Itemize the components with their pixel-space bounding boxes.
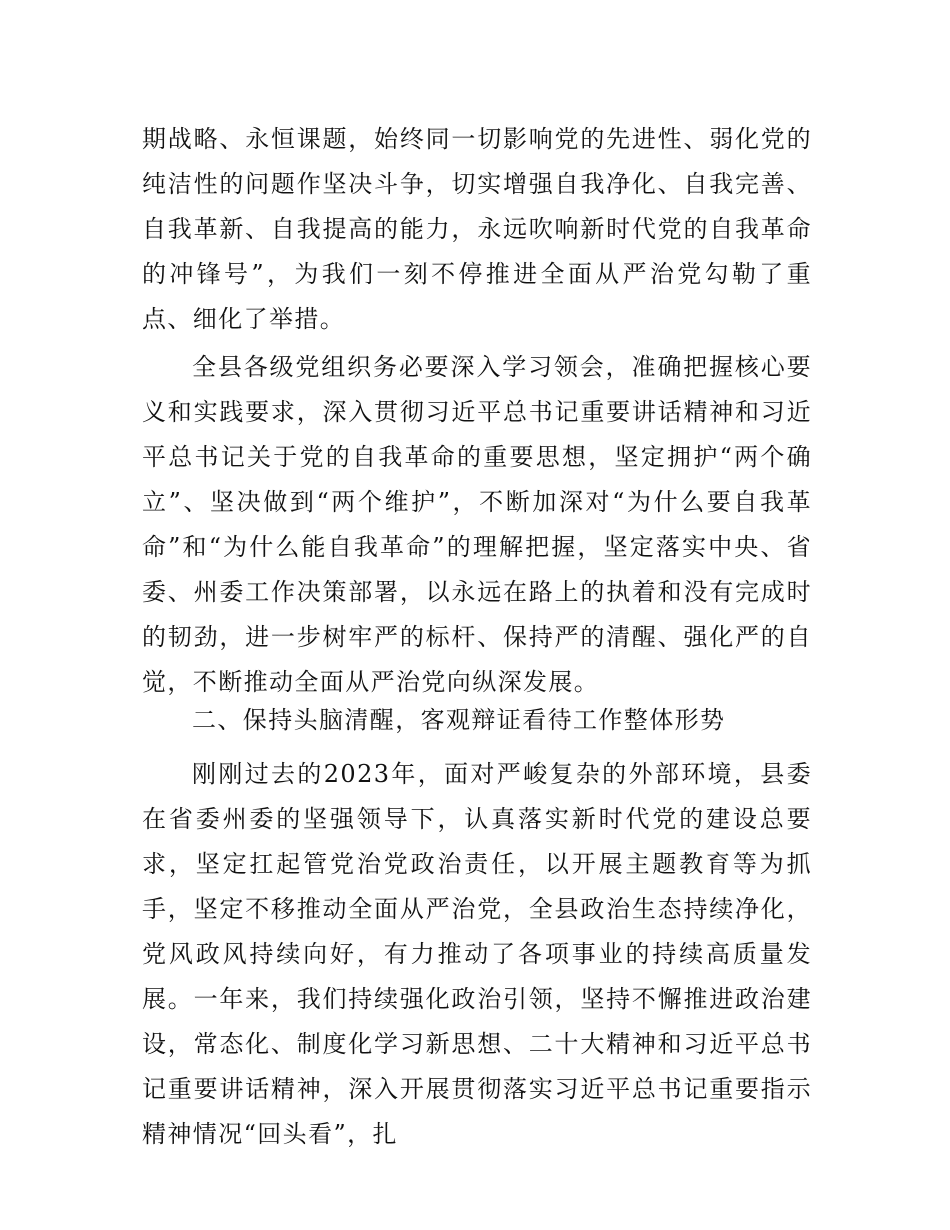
paragraph-organization-requirements	[142, 345, 812, 705]
section-heading-2	[142, 698, 812, 743]
paragraph-3: 刚刚过去的2023年，面对严峻复杂的外部环境，县委在省委州委的坚强领导下，认真落实新时代党的建设总要求，坚定扛起管党治党政治责任，以开展主题教育等为抓手，坚定不移推动全面从严治党，全县政治生态持续净化，党风政风持续向好，有力推动了各项事业的持续高质量发展。一年来，我们持续强化政治引领，坚持不懈推进政治建设，常态化、制度化学习新思想、二十大精神和习近平总书记重要讲话精神，深入开展贯彻落实习近平总书记重要指示精神情况“回头看”，扎	[142, 760, 812, 1148]
section-heading-text: 二、保持头脑清醒，客观辩证看待工作整体形势	[192, 706, 726, 734]
paragraph-continuation	[142, 117, 812, 342]
paragraph-1: 期战略、永恒课题，始终同一切影响党的先进性、弱化党的纯洁性的问题作坚决斗争，切实增强自我净化、自我完善、自我革新、自我提高的能力，永远吹响新时代党的自我革命的冲锋号”，为我们一刻不停推进全面从严治党勾勒了重点、细化了举措。	[142, 125, 812, 333]
paragraph-2: 全县各级党组织务必要深入学习领会，准确把握核心要义和实践要求，深入贯彻习近平总书记重要讲话精神和习近平总书记关于党的自我革命的重要思想，坚定拥护“两个确立”、坚决做到“两个维护”，不断加深对“为什么要自我革命”和“为什么能自我革命”的理解把握，坚定落实中央、省委、州委工作决策部署，以永远在路上的执着和没有完成时的韧劲，进一步树牢严的标杆、保持严的清醒、强化严的自觉，不断推动全面从严治党向纵深发展。	[142, 353, 812, 696]
paragraph-work-situation	[142, 752, 812, 1157]
